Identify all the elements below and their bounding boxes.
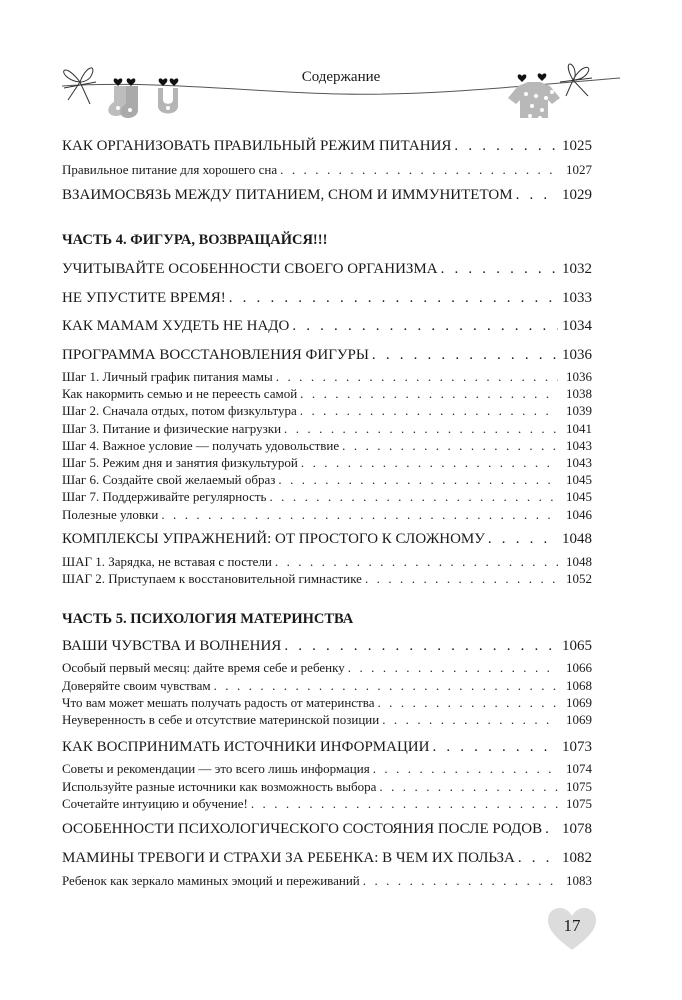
entry-title: ВЗАИМОСВЯЗЬ МЕЖДУ ПИТАНИЕМ, СНОМ И ИММУНИТЕТОМ [62, 187, 513, 203]
entry-page-number: 1041 [566, 421, 592, 436]
entry-title: Полезные уловки [62, 507, 159, 522]
toc-subsection-entry[interactable] [62, 489, 592, 506]
toc-chapter-entry[interactable] [62, 347, 592, 367]
toc-subsection-entry[interactable] [62, 660, 592, 677]
dot-leader [280, 162, 558, 178]
entry-page-number: 1039 [566, 403, 592, 418]
entry-page-number: 1029 [562, 187, 592, 203]
dot-leader [377, 695, 558, 711]
toc-chapter-entry[interactable] [62, 138, 592, 158]
entry-title: Шаг 7. Поддерживайте регулярность [62, 489, 267, 504]
entry-page-number: 1043 [566, 455, 592, 470]
dot-leader [365, 571, 558, 587]
entry-title: Шаг 1. Личный график питания мамы [62, 369, 273, 384]
dot-leader [348, 660, 558, 676]
entry-page-number: 1027 [566, 162, 592, 177]
entry-page-number: 1034 [562, 318, 592, 334]
entry-page-number: 1065 [562, 638, 592, 654]
entry-title: Доверяйте своим чувствам [62, 678, 211, 693]
part-heading: ЧАСТЬ 4. ФИГУРА, ВОЗВРАЩАЙСЯ!!! [62, 232, 328, 248]
entry-page-number: 1068 [566, 678, 592, 693]
dot-leader [214, 678, 558, 694]
entry-title: Как накормить семью и не переесть самой [62, 386, 298, 401]
dot-leader [292, 318, 558, 335]
dot-leader [441, 261, 558, 278]
entry-title: Шаг 4. Важное условие — получать удовольствие [62, 438, 340, 453]
entry-page-number: 1048 [566, 554, 592, 569]
clothesline-illustration [0, 0, 682, 125]
dot-leader [518, 850, 558, 867]
entry-title: МАМИНЫ ТРЕВОГИ И СТРАХИ ЗА РЕБЕНКА: В ЧЕМ ИХ ПОЛЬЗА [62, 850, 515, 866]
toc-subsection-entry[interactable] [62, 507, 592, 524]
toc-subsection-entry[interactable] [62, 472, 592, 489]
entry-title: КАК ВОСПРИНИМАТЬ ИСТОЧНИКИ ИНФОРМАЦИИ [62, 739, 430, 755]
entry-page-number: 1038 [566, 386, 592, 401]
dot-leader [516, 187, 558, 204]
entry-page-number: 1066 [566, 660, 592, 675]
dot-leader [229, 290, 558, 307]
dot-leader [276, 369, 558, 385]
toc-subsection-entry[interactable] [62, 554, 592, 571]
toc-subsection-entry[interactable] [62, 162, 592, 179]
toc-chapter-entry[interactable] [62, 318, 592, 338]
entry-page-number: 1074 [566, 761, 592, 776]
entry-page-number: 1048 [562, 531, 592, 547]
entry-title: Неуверенность в себе и отсутствие материнской позиции [62, 712, 380, 727]
entry-title: ОСОБЕННОСТИ ПСИХОЛОГИЧЕСКОГО СОСТОЯНИЯ ПОСЛЕ РОДОВ [62, 821, 543, 837]
entry-title: Ребенок как зеркало маминых эмоций и переживаний [62, 873, 360, 888]
entry-title: Сочетайте интуицию и обучение! [62, 796, 248, 811]
entry-page-number: 1045 [566, 472, 592, 487]
toc-chapter-entry[interactable] [62, 850, 592, 870]
entry-title: Особый первый месяц: дайте время себе и ребенку [62, 660, 345, 675]
entry-title: ВАШИ ЧУВСТВА И ВОЛНЕНИЯ [62, 638, 282, 654]
entry-title: Правильное питание для хорошего сна [62, 162, 278, 177]
dot-leader [372, 347, 558, 364]
entry-title: КОМПЛЕКСЫ УПРАЖНЕНИЙ: ОТ ПРОСТОГО К СЛОЖНОМУ [62, 531, 485, 547]
entry-title: Советы и рекомендации — это всего лишь информация [62, 761, 370, 776]
dot-leader [545, 821, 558, 838]
entry-page-number: 1036 [562, 347, 592, 363]
entry-page-number: 1083 [566, 873, 592, 888]
entry-title: ШАГ 2. Приступаем к восстановительной гимнастике [62, 571, 362, 586]
toc-chapter-entry[interactable] [62, 187, 592, 207]
entry-page-number: 1046 [566, 507, 592, 522]
entry-page-number: 1078 [562, 821, 592, 837]
part-heading: ЧАСТЬ 5. ПСИХОЛОГИЯ МАТЕРИНСТВА [62, 611, 354, 627]
entry-title: ПРОГРАММА ВОССТАНОВЛЕНИЯ ФИГУРЫ [62, 347, 369, 363]
toc-subsection-entry[interactable] [62, 678, 592, 695]
entry-title: Шаг 2. Сначала отдых, потом физкультура [62, 403, 297, 418]
entry-page-number: 1033 [562, 290, 592, 306]
dot-leader [379, 779, 558, 795]
toc-subsection-entry[interactable] [62, 403, 592, 420]
dot-leader [284, 638, 558, 655]
toc-subsection-entry[interactable] [62, 571, 592, 588]
toc-subsection-entry[interactable] [62, 761, 592, 778]
dot-leader [269, 489, 558, 505]
entry-page-number: 1032 [562, 261, 592, 277]
dot-leader [251, 796, 558, 812]
entry-page-number: 1036 [566, 369, 592, 384]
dot-leader [373, 761, 558, 777]
entry-title: Шаг 3. Питание и физические нагрузки [62, 421, 282, 436]
entry-page-number: 1073 [562, 739, 592, 755]
toc-chapter-entry[interactable] [62, 638, 592, 658]
entry-title: Что вам может мешать получать радость от материнства [62, 695, 375, 710]
dot-leader [432, 739, 558, 756]
entry-page-number: 1043 [566, 438, 592, 453]
toc-subsection-entry[interactable] [62, 779, 592, 796]
dot-leader [342, 438, 558, 454]
entry-title: КАК МАМАМ ХУДЕТЬ НЕ НАДО [62, 318, 290, 334]
dot-leader [382, 712, 558, 728]
entry-page-number: 1075 [566, 779, 592, 794]
dot-leader [363, 873, 558, 889]
toc-chapter-entry[interactable] [62, 531, 592, 551]
toc-subsection-entry[interactable] [62, 438, 592, 455]
toc-chapter-entry[interactable] [62, 739, 592, 759]
page-header [0, 0, 682, 125]
dot-leader [301, 455, 558, 471]
toc-subsection-entry[interactable] [62, 695, 592, 712]
entry-page-number: 1075 [566, 796, 592, 811]
toc-chapter-entry[interactable] [62, 261, 592, 281]
toc-subsection-entry[interactable] [62, 712, 592, 729]
entry-title: УЧИТЫВАЙТЕ ОСОБЕННОСТИ СВОЕГО ОРГАНИЗМА [62, 261, 438, 277]
toc-subsection-entry[interactable] [62, 369, 592, 386]
toc-subsection-entry[interactable] [62, 421, 592, 438]
entry-page-number: 1052 [566, 571, 592, 586]
toc-chapter-entry[interactable] [62, 821, 592, 841]
dot-leader [161, 507, 558, 523]
dot-leader [278, 472, 558, 488]
page-number-badge [546, 906, 598, 952]
entry-title: ШАГ 1. Зарядка, не вставая с постели [62, 554, 272, 569]
entry-title: КАК ОРГАНИЗОВАТЬ ПРАВИЛЬНЫЙ РЕЖИМ ПИТАНИЯ [62, 138, 452, 154]
page-title: Содержание [301, 69, 381, 85]
dot-leader [284, 421, 558, 437]
entry-title: НЕ УПУСТИТЕ ВРЕМЯ! [62, 290, 226, 306]
toc-subsection-entry[interactable] [62, 455, 592, 472]
entry-page-number: 1082 [562, 850, 592, 866]
dot-leader [488, 531, 558, 548]
entry-title: Шаг 5. Режим дня и занятия физкультурой [62, 455, 298, 470]
entry-page-number: 1025 [562, 138, 592, 154]
entry-page-number: 1045 [566, 489, 592, 504]
toc-subsection-entry[interactable] [62, 796, 592, 813]
dot-leader [300, 403, 558, 419]
entry-title: Используйте разные источники как возможность выбора [62, 779, 377, 794]
entry-page-number: 1069 [566, 695, 592, 710]
toc-chapter-entry[interactable] [62, 290, 592, 310]
dot-leader [275, 554, 558, 570]
page-number: 17 [563, 916, 581, 935]
entry-title: Шаг 6. Создайте свой желаемый образ [62, 472, 276, 487]
entry-page-number: 1069 [566, 712, 592, 727]
toc-subsection-entry[interactable] [62, 873, 592, 890]
dot-leader [454, 138, 558, 155]
dot-leader [300, 386, 558, 402]
toc-subsection-entry[interactable] [62, 386, 592, 403]
